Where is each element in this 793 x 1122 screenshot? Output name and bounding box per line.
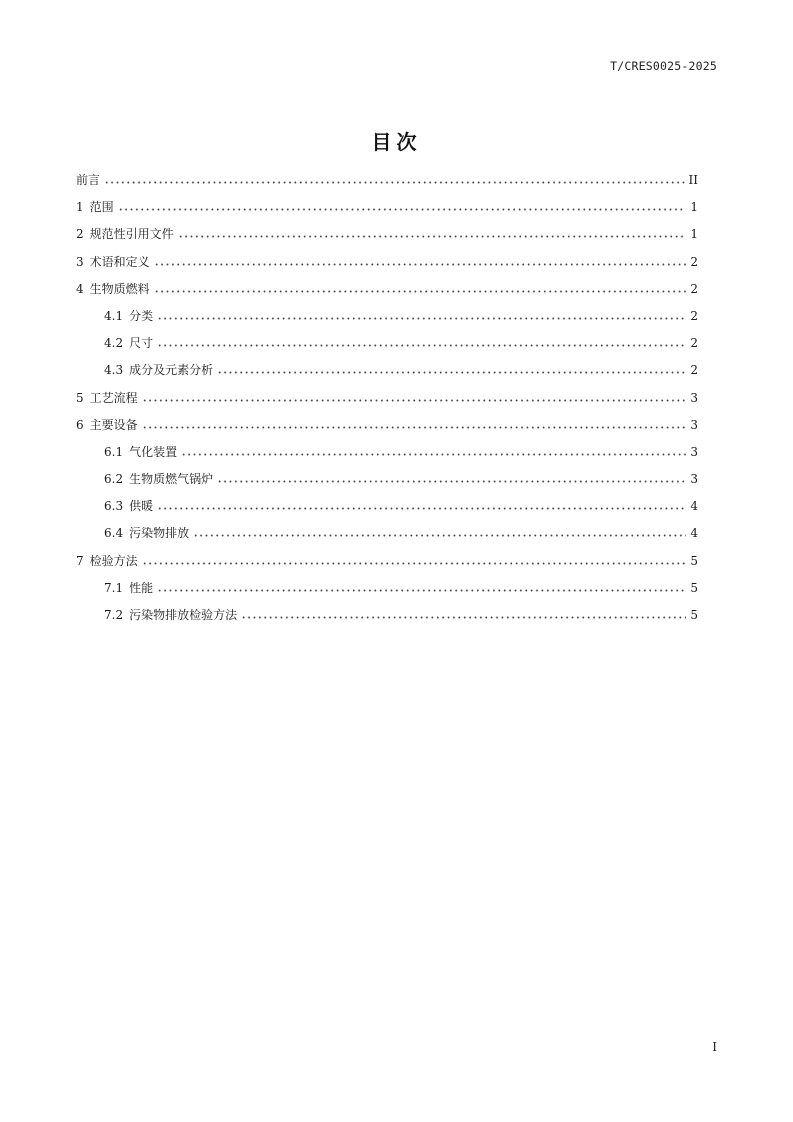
toc-entry-number: 4.1 xyxy=(104,308,124,323)
toc-entry[interactable] xyxy=(76,252,698,279)
toc-dot-leader xyxy=(157,308,686,320)
toc-entry-title: 规范性引用文件 xyxy=(89,227,174,242)
toc-entry[interactable] xyxy=(76,279,698,306)
toc-entry-page: 4 xyxy=(690,499,698,514)
toc-entry-number: 6.1 xyxy=(104,444,124,459)
toc-entry-page: 1 xyxy=(690,200,698,215)
toc-entry-title: 污染物排放检验方法 xyxy=(129,608,238,622)
toc-entry-number: 4.3 xyxy=(104,363,124,378)
toc-entry[interactable] xyxy=(76,469,698,496)
toc-entry-page: 2 xyxy=(690,308,698,323)
toc-entry[interactable] xyxy=(76,605,698,632)
toc-entry-page: 5 xyxy=(690,580,698,595)
toc-entry-number: 1 xyxy=(76,200,84,215)
toc-entry-number: 6 xyxy=(76,417,84,432)
toc-entry-title: 生物质燃料 xyxy=(89,281,150,296)
toc-title: 目次 xyxy=(371,130,422,154)
toc-dot-leader xyxy=(104,172,685,184)
toc-entry-page: 3 xyxy=(690,390,698,405)
toc-entry-title: 术语和定义 xyxy=(89,254,150,269)
toc-entry-title: 供暖 xyxy=(129,499,154,514)
toc-entry-title: 气化装置 xyxy=(129,444,178,459)
toc-dot-leader xyxy=(181,444,686,456)
toc-entry-page: 5 xyxy=(690,553,698,568)
toc-entry[interactable] xyxy=(76,360,698,387)
toc-entry-title: 污染物排放 xyxy=(129,526,190,541)
toc-dot-leader xyxy=(193,525,686,537)
toc-dot-leader xyxy=(142,390,686,402)
toc-entry-number: 6.2 xyxy=(104,472,124,487)
toc-entry-title: 分类 xyxy=(129,308,154,323)
toc-entry[interactable] xyxy=(76,415,698,442)
toc-entry-number: 4.2 xyxy=(104,336,124,351)
toc-entry[interactable] xyxy=(76,224,698,251)
toc-entry-title: 性能 xyxy=(129,580,154,595)
toc-dot-leader xyxy=(241,607,686,619)
toc-entry-page: 3 xyxy=(690,417,698,432)
toc-entry[interactable] xyxy=(76,197,698,224)
toc-entry-title: 前言 xyxy=(76,173,101,187)
toc-entry-page: 2 xyxy=(690,363,698,378)
toc-entry-title: 工艺流程 xyxy=(89,390,138,405)
toc-entry[interactable] xyxy=(76,551,698,578)
toc-dot-leader xyxy=(142,553,686,565)
toc-entry[interactable] xyxy=(76,442,698,469)
page-number: I xyxy=(712,1040,717,1054)
table-of-contents xyxy=(76,170,698,632)
toc-dot-leader xyxy=(178,226,686,238)
toc-entry[interactable] xyxy=(76,170,698,197)
toc-entry-title: 主要设备 xyxy=(89,417,138,432)
toc-entry-title: 生物质燃气锅炉 xyxy=(129,472,214,487)
toc-dot-leader xyxy=(154,254,686,266)
toc-dot-leader xyxy=(157,498,686,510)
toc-entry-number: 6.4 xyxy=(104,526,124,541)
toc-entry-number: 6.3 xyxy=(104,499,124,514)
toc-entry-number: 7.2 xyxy=(104,608,124,622)
toc-entry[interactable] xyxy=(76,306,698,333)
toc-entry-number: 7.1 xyxy=(104,580,124,595)
document-code: T/CRES0025-2025 xyxy=(610,59,717,73)
toc-entry[interactable] xyxy=(76,578,698,605)
toc-entry-page: 2 xyxy=(690,336,698,351)
toc-dot-leader xyxy=(157,580,686,592)
toc-entry-number: 5 xyxy=(76,390,84,405)
toc-dot-leader xyxy=(217,362,686,374)
toc-entry-page: 1 xyxy=(690,227,698,242)
toc-entry[interactable] xyxy=(76,523,698,550)
toc-entry-page: 4 xyxy=(690,526,698,541)
toc-entry-page: 3 xyxy=(690,444,698,459)
toc-entry-number: 4 xyxy=(76,281,84,296)
toc-entry-number: 2 xyxy=(76,227,84,242)
toc-entry-page: II xyxy=(688,173,698,187)
toc-entry-number: 7 xyxy=(76,553,84,568)
toc-entry-title: 成分及元素分析 xyxy=(129,363,214,378)
toc-entry-number: 3 xyxy=(76,254,84,269)
toc-entry-title: 尺寸 xyxy=(129,336,154,351)
toc-dot-leader xyxy=(142,417,686,429)
toc-dot-leader xyxy=(118,199,686,211)
toc-dot-leader xyxy=(154,281,686,293)
toc-dot-leader xyxy=(217,471,686,483)
toc-dot-leader xyxy=(157,335,686,347)
toc-entry[interactable] xyxy=(76,496,698,523)
toc-entry[interactable] xyxy=(76,388,698,415)
toc-entry-page: 2 xyxy=(690,281,698,296)
toc-entry-page: 2 xyxy=(690,254,698,269)
toc-entry-page: 3 xyxy=(690,472,698,487)
toc-entry-page: 5 xyxy=(690,608,698,622)
toc-entry-title: 检验方法 xyxy=(89,553,138,568)
toc-entry-title: 范围 xyxy=(89,200,114,215)
toc-entry[interactable] xyxy=(76,333,698,360)
